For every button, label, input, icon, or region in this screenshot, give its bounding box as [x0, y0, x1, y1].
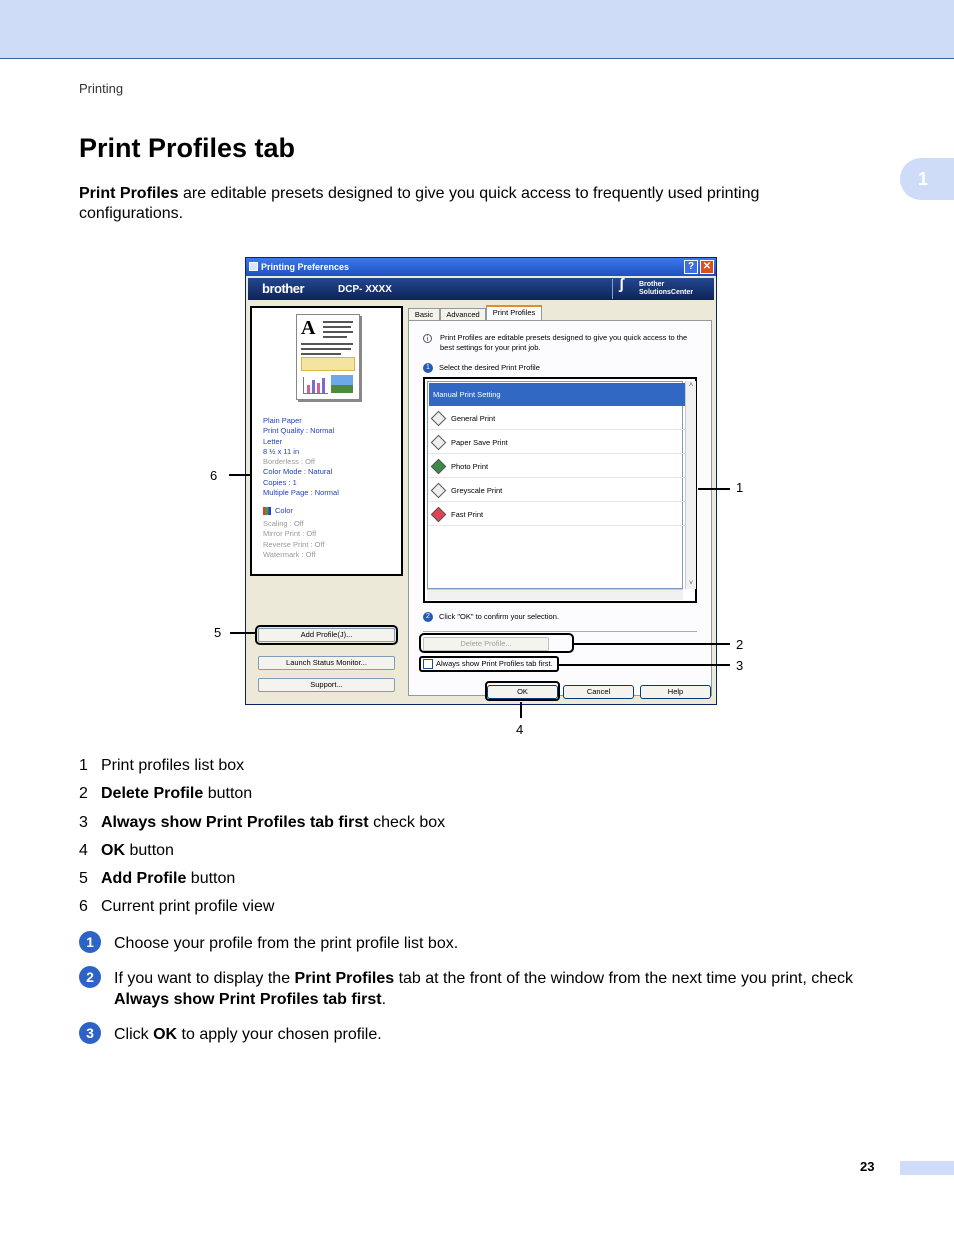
profiles-list-box[interactable]: [423, 377, 697, 603]
intro-text: are editable presets designed to give you quick access to frequently used printing configurations.: [79, 185, 760, 222]
dialog-title: Printing Preferences: [261, 262, 350, 272]
profile-icon: [431, 483, 447, 499]
callout-line-2: [572, 643, 730, 645]
tab-print-profiles[interactable]: Print Profiles: [486, 305, 542, 320]
brand-bar: [248, 278, 714, 300]
page-preview: [296, 314, 360, 400]
delete-profile-button[interactable]: Delete Profile...: [423, 637, 549, 651]
cancel-button[interactable]: Cancel: [563, 685, 634, 699]
scroll-up-icon[interactable]: ˄: [688, 382, 694, 389]
callout-2: 2: [736, 637, 744, 652]
checkbox-highlight: [419, 656, 559, 672]
ok-highlight: [485, 681, 560, 701]
preview-letter-icon: A: [301, 317, 316, 339]
callout-3: 3: [736, 658, 744, 673]
printer-icon: [249, 262, 258, 271]
callout-line-5: [230, 632, 256, 634]
model-name: DCP- XXXX: [338, 284, 392, 295]
preview-chart-icon: [303, 377, 328, 394]
page-title: Print Profiles tab: [79, 133, 296, 163]
list-item[interactable]: Photo Print: [429, 455, 687, 478]
step-1-icon: 1: [423, 363, 433, 373]
info-text: i Print Profiles are editable presets designed to give you quick access to the best settings for your print job.: [423, 333, 703, 352]
horizontal-scrollbar[interactable]: [427, 589, 683, 600]
help-icon[interactable]: ?: [684, 260, 698, 274]
intro-paragraph: [79, 184, 859, 224]
footer-bar: [900, 1161, 954, 1175]
callout-4: 4: [516, 722, 524, 737]
page-number: 23: [860, 1159, 875, 1174]
profile-icon: [431, 507, 447, 523]
color-icon: [263, 507, 271, 515]
printing-preferences-dialog: [245, 257, 717, 705]
print-profiles-panel: [408, 320, 712, 696]
step-2-icon: 2: [423, 612, 433, 622]
list-item[interactable]: General Print: [429, 407, 687, 430]
delete-highlight: [419, 633, 574, 653]
profile-icon: [431, 459, 447, 475]
preview-table-icon: [301, 357, 355, 371]
running-title: Printing: [79, 81, 124, 96]
tab-basic[interactable]: Basic: [408, 308, 440, 320]
info-icon: i: [423, 334, 432, 343]
add-profile-button[interactable]: Add Profile(J)...: [258, 628, 395, 642]
step-number-icon: 3: [79, 1022, 101, 1044]
intro-bold: Print Profiles: [79, 185, 179, 202]
callout-line-3: [558, 664, 730, 666]
tab-advanced[interactable]: Advanced: [440, 308, 486, 320]
header-band: [0, 0, 954, 59]
close-icon[interactable]: ✕: [700, 260, 714, 274]
list-item[interactable]: Paper Save Print: [429, 431, 687, 454]
callout-line-6: [229, 474, 250, 476]
callout-5: 5: [214, 625, 222, 640]
divider: [423, 631, 697, 632]
launch-status-monitor-button[interactable]: Launch Status Monitor...: [258, 656, 395, 670]
profiles-list: [427, 381, 683, 589]
title-bar: [246, 258, 716, 276]
profile-icon: [431, 435, 447, 451]
ok-button[interactable]: OK: [487, 685, 558, 699]
callout-line-1: [698, 488, 730, 490]
current-profile-view: [250, 306, 403, 576]
help-button[interactable]: Help: [640, 685, 711, 699]
chapter-tab: 1: [900, 158, 954, 200]
callout-line-4: [520, 702, 522, 718]
solutions-center-button[interactable]: [612, 276, 713, 299]
disabled-settings: Scaling : Off Mirror Print : Off Reverse Print : Off Watermark : Off: [263, 519, 325, 559]
step-number-icon: 2: [79, 966, 101, 988]
profile-icon: [431, 411, 447, 427]
solutions-center-label: Brother SolutionsCenter: [639, 281, 694, 296]
support-button[interactable]: Support...: [258, 678, 395, 692]
solutions-center-icon: ʃ: [619, 276, 624, 293]
settings-summary: Plain Paper Print Quality : Normal Letter 8 ½ x 11 in Borderless : Off Color Mode : Natural Copies : 1 Multiple Page : Normal: [263, 416, 339, 498]
step-2-label: 2 Click "OK" to confirm your selection.: [423, 612, 559, 622]
brother-logo: brother: [262, 281, 304, 296]
callout-6: 6: [210, 468, 218, 483]
vertical-scrollbar[interactable]: [685, 381, 696, 589]
callout-1: 1: [736, 480, 744, 495]
step-1-label: 1 Select the desired Print Profile: [423, 363, 540, 373]
list-item[interactable]: Manual Print Setting: [429, 383, 687, 406]
always-show-checkbox[interactable]: Always show Print Profiles tab first.: [423, 659, 553, 669]
step-number-icon: 1: [79, 931, 101, 953]
color-setting: Color: [263, 506, 293, 515]
preview-photo-icon: [331, 375, 353, 393]
list-item[interactable]: Greyscale Print: [429, 479, 687, 502]
list-item[interactable]: Fast Print: [429, 503, 687, 526]
scroll-down-icon[interactable]: ˅: [688, 580, 694, 587]
